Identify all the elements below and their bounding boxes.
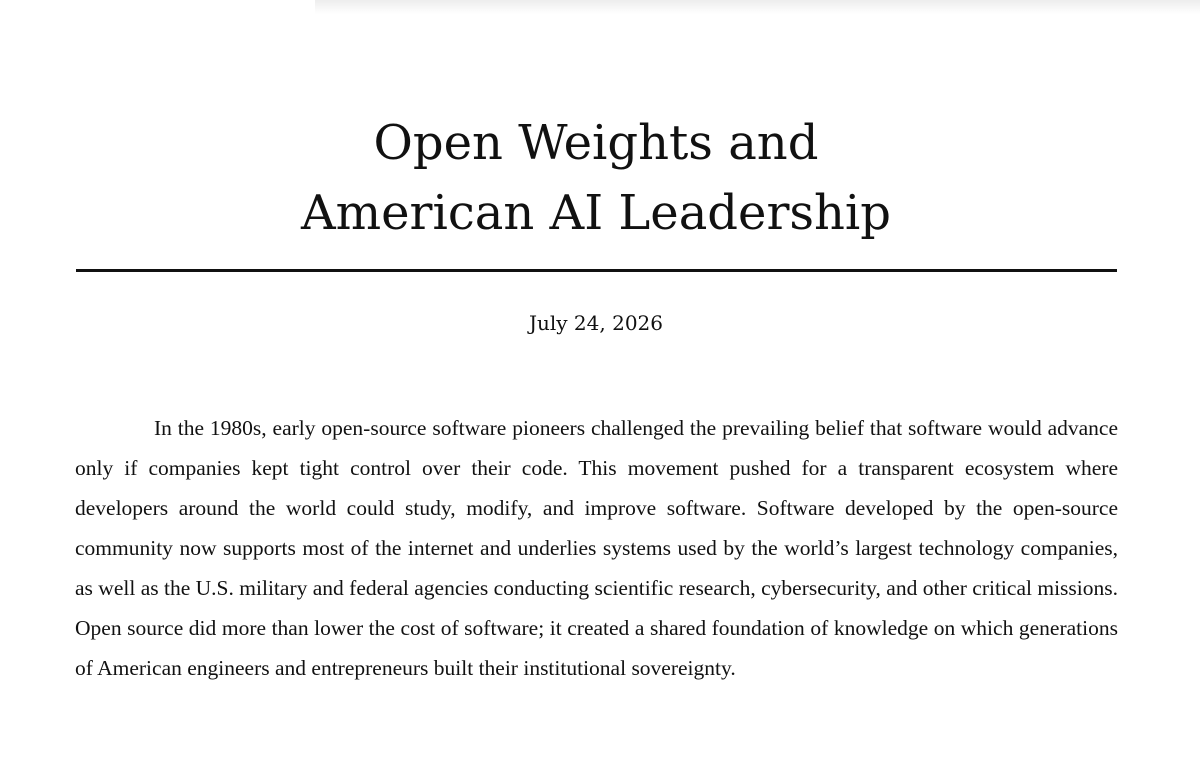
- body-paragraph: In the 1980s, early open-source software pioneers challenged the prevailing belief that software would advance only if companies kept tight control over their code. This movement pushed for a transparent ecosystem where developers around the world could study, modify, and improve software. Software developed by the open-source community now supports most of the internet and underlies systems used by the world’s largest technology companies, as well as the U.S. military and federal agencies conducting scientific research, cybersecurity, and other critical missions. Open source did more than lower the cost of software; it created a shared foundation of knowledge on which generations of American engineers and entrepreneurs built their institutional sovereignty.: [75, 416, 1118, 680]
- document-title-line-2: American AI Leadership: [300, 185, 892, 241]
- title-divider: [76, 269, 1117, 272]
- page-top-shadow: [315, 0, 1200, 14]
- document-title-line-1: Open Weights and: [373, 115, 819, 171]
- document-title: [75, 108, 1117, 248]
- document-date: July 24, 2026: [528, 311, 663, 335]
